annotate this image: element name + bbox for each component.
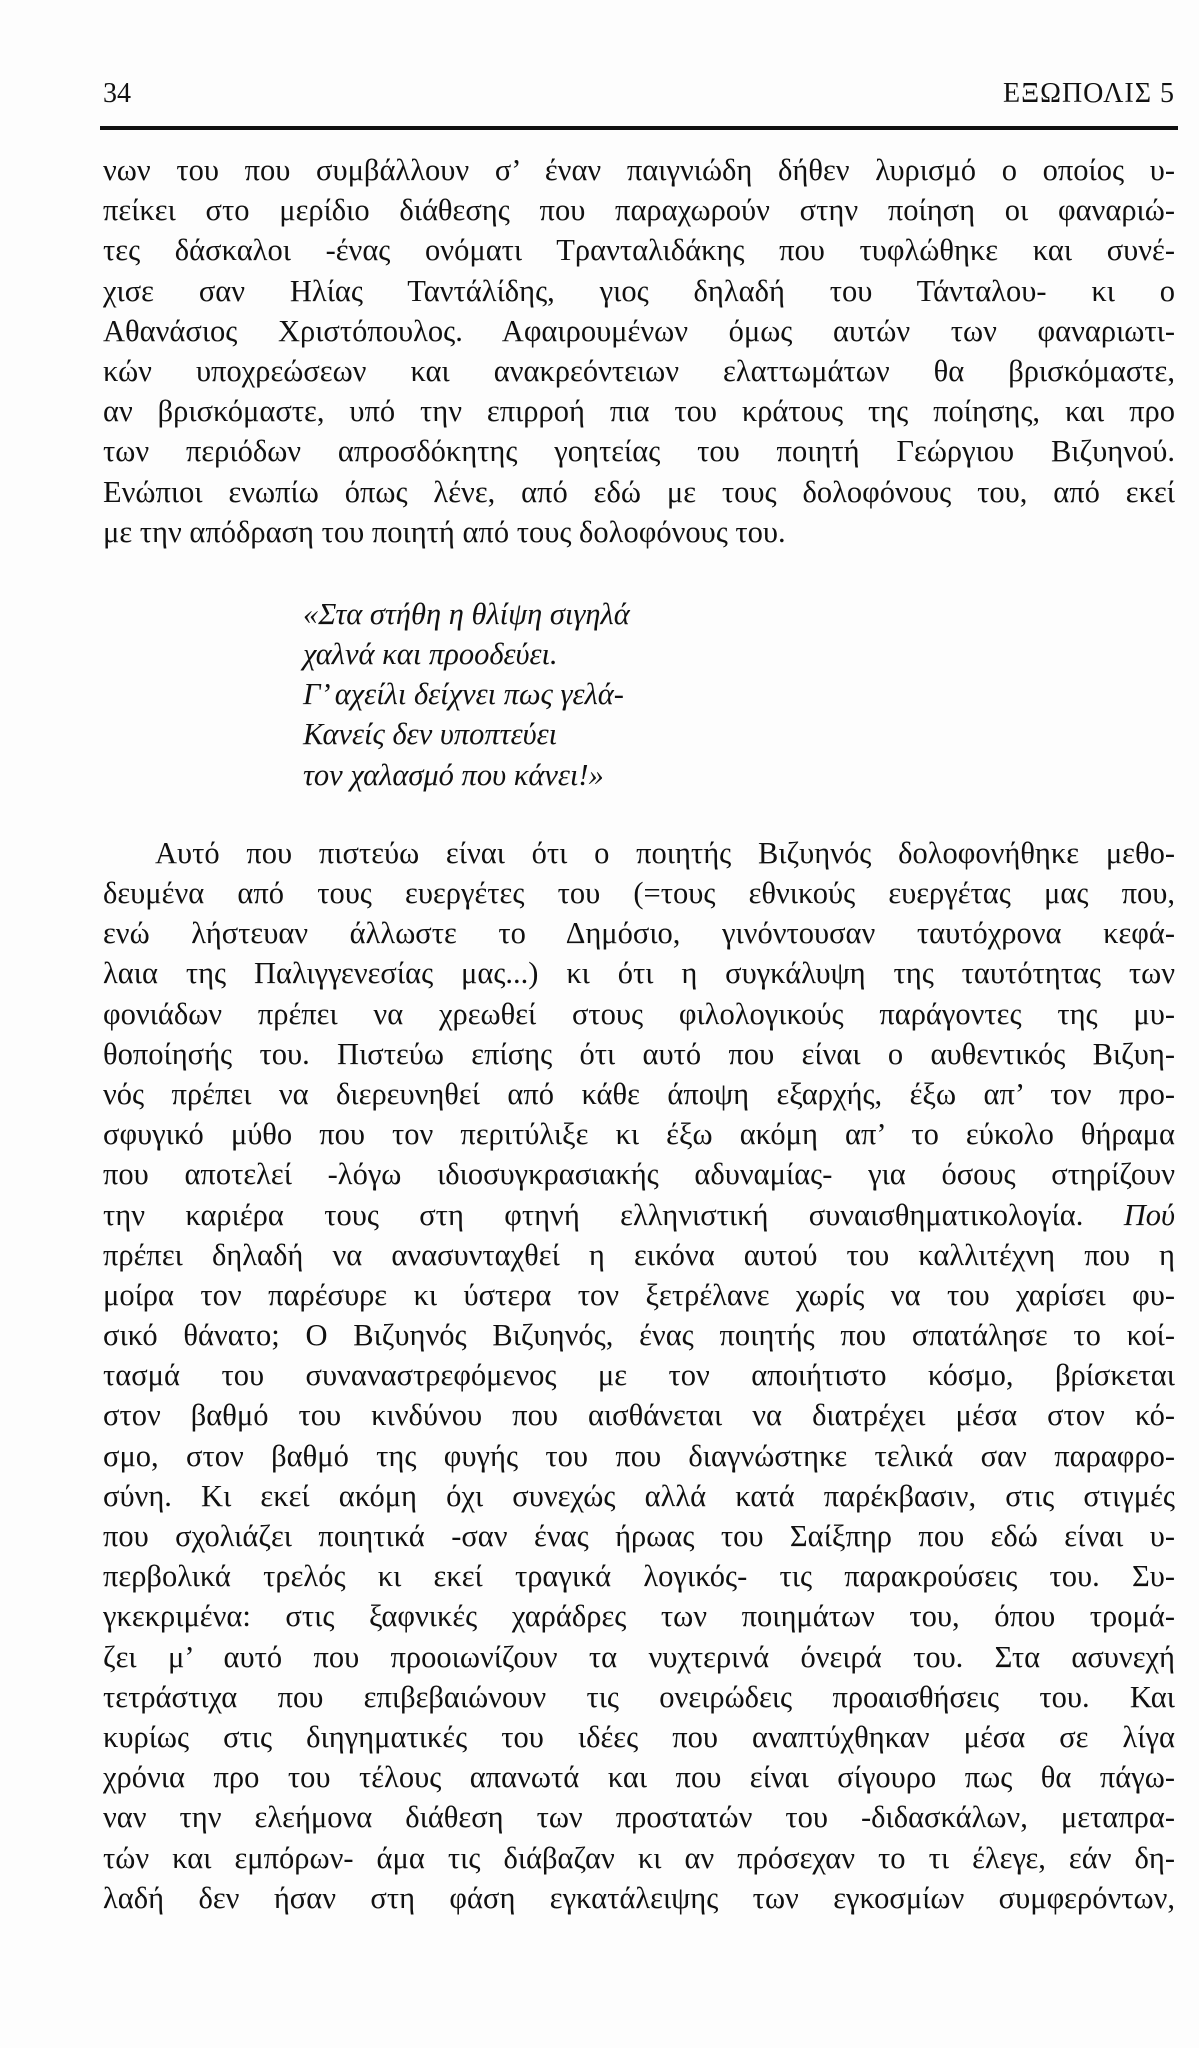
text-line: μοίρα τον παρέσυρε κι ύστερα τον ξετρέλανε χωρίς να του χαρίσει φυ- <box>103 1277 1175 1312</box>
text-line: νων του που συμβάλλουν σ’ έναν παιγνιώδη δήθεν λυρισμό ο οποίος υ- <box>103 153 1175 187</box>
text-line: θοποίησής του. Πιστεύω επίσης ότι αυτό που είναι ο αυθεντικός Βιζυη- <box>103 1036 1175 1071</box>
text-line: χρόνια προ του τέλους απανωτά και που είναι σίγουρο πως θα πάγω- <box>103 1760 1175 1795</box>
text-line-with-italic <box>103 1195 1175 1235</box>
poem-line: Γ’ αχείλι δείχνει πως γελά- <box>303 677 624 712</box>
page-header <box>103 78 1175 118</box>
text-line: τες δάσκαλοι -ένας ονόματι Τρανταλιδάκης που τυφλώθηκε και συνέ- <box>103 233 1175 268</box>
text-line: που αποτελεί -λόγω ιδιοσυγκρασιακής αδυναμίας- για όσους στηρίζουν <box>103 1157 1175 1192</box>
poem-line: χαλνά και προοδεύει. <box>303 637 558 672</box>
text-line: νός πρέπει να διερευνηθεί από κάθε άποψη εξαρχής, έξω απ’ τον προ- <box>103 1076 1175 1111</box>
text-line: σύνη. Κι εκεί ακόμη όχι συνεχώς αλλά κατά παρέκβασιν, στις στιγμές <box>103 1478 1175 1513</box>
text-line: τών και εμπόρων- άμα τις διάβαζαν κι αν πρόσεχαν το τι έλεγε, εάν δη- <box>103 1840 1175 1875</box>
body-text <box>103 150 1175 1918</box>
text-line: ναν την ελεήμονα διάθεση των προστατών του -διδασκάλων, μεταπρα- <box>103 1800 1175 1835</box>
header-rule <box>100 126 1178 130</box>
text-line: ενώ λήστευαν άλλωστε το Δημόσιο, γινόντουσαν ταυτόχρονα κεφά- <box>103 916 1175 951</box>
text-line: σικό θάνατο; Ο Βιζυηνός Βιζυηνός, ένας ποιητής που σπατάλησε το κοί- <box>103 1318 1175 1353</box>
text-line: λαια της Παλιγγενεσίας μας...) κι ότι η συγκάλυψη της ταυτότητας των <box>103 956 1175 991</box>
text-line: σφυγικό μύθο που τον περιτύλιξε κι έξω ακόμη απ’ το εύκολο θήραμα <box>103 1117 1175 1152</box>
text-line: Αυτό που πιστεύω είναι ότι ο ποιητής Βιζυηνός δολοφονήθηκε μεθο- <box>155 835 1175 870</box>
text-line: Ενώπιοι ενωπίω όπως λένε, από εδώ με τους δολοφόνους του, από εκεί <box>103 474 1175 509</box>
text-line: κυρίως στις διηγηματικές του ιδέες που αναπτύχθηκαν μέσα σε λίγα <box>103 1719 1175 1754</box>
poem-line: «Στα στήθη η θλίψη σιγηλά <box>303 596 630 631</box>
text-line: κών υποχρεώσεων και ανακρεόντειων ελαττωμάτων θα βρισκόμαστε, <box>103 353 1175 388</box>
poem-line: τον χαλασμό που κάνει!» <box>303 757 604 792</box>
italic-word: Πού <box>1123 1197 1175 1232</box>
text-line: στον βαθμό του κινδύνου που αισθάνεται να διατρέχει μέσα στον κό- <box>103 1398 1175 1433</box>
poem-quote <box>303 594 1175 795</box>
text-line: αν βρισκόμαστε, υπό την επιρροή πια του κράτους της ποίησης, και προ <box>103 394 1175 429</box>
text-line: ζει μ’ αυτό που προοιωνίζουν τα νυχτερινά όνειρά του. Στα ασυνεχή <box>103 1639 1175 1674</box>
paragraph-2 <box>103 833 1175 1918</box>
text-line: με την απόδραση του ποιητή από τους δολοφόνους του. <box>103 514 786 549</box>
page-number: 34 <box>103 78 131 109</box>
text-line: λαδή δεν ήσαν στη φάση εγκατάλειψης των εγκοσμίων συμφερόντων, <box>103 1880 1175 1915</box>
text-line: πρέπει δηλαδή να ανασυνταχθεί η εικόνα αυτού του καλλιτέχνη που η <box>103 1237 1175 1272</box>
text-line: τασμά του συναναστρεφόμενος με τον αποιήτιστο κόσμο, βρίσκεται <box>103 1358 1175 1393</box>
running-title: ΕΞΩΠΟΛΙΣ 5 <box>1003 78 1175 109</box>
text-line: πείκει στο μερίδιο διάθεσης που παραχωρούν στην ποίηση οι φαναριώ- <box>103 193 1175 228</box>
text-line: δευμένα από τους ευεργέτες του (=τους εθνικούς ευεργέτας μας που, <box>103 876 1175 910</box>
text-line: τετράστιχα που επιβεβαιώνουν τις ονειρώδεις προαισθήσεις του. Και <box>103 1679 1175 1714</box>
text-line: γκεκριμένα: στις ξαφνικές χαράδρες των ποιημάτων του, όπου τρομά- <box>103 1599 1175 1634</box>
text-line: σμο, στον βαθμό της φυγής του που διαγνώστηκε τελικά σαν παραφρο- <box>103 1438 1175 1473</box>
text-line: που σχολιάζει ποιητικά -σαν ένας ήρωας του Σαίξπηρ που εδώ είναι υ- <box>103 1519 1175 1553</box>
text-line: Αθανάσιος Χριστόπουλος. Αφαιρουμένων όμως αυτών των φαναριωτι- <box>103 313 1175 348</box>
poem-line: Κανείς δεν υποπτεύει <box>303 717 558 752</box>
text-line: φονιάδων πρέπει να χρεωθεί στους φιλολογικούς παράγοντες της μυ- <box>103 996 1175 1031</box>
text-line: χισε σαν Ηλίας Ταντάλίδης, γιος δηλαδή του Τάνταλου- κι ο <box>103 273 1175 308</box>
text-segment: την καριέρα τους στη φτηνή ελληνιστική συναισθηματικολογία. <box>103 1197 1084 1232</box>
text-line: των περιόδων απροσδόκητης γοητείας του ποιητή Γεώργιου Βιζυηνού. <box>103 434 1175 469</box>
paragraph-1 <box>103 150 1175 552</box>
text-line: περβολικά τρελός κι εκεί τραγικά λογικός- τις παρακρούσεις του. Συ- <box>103 1559 1175 1594</box>
